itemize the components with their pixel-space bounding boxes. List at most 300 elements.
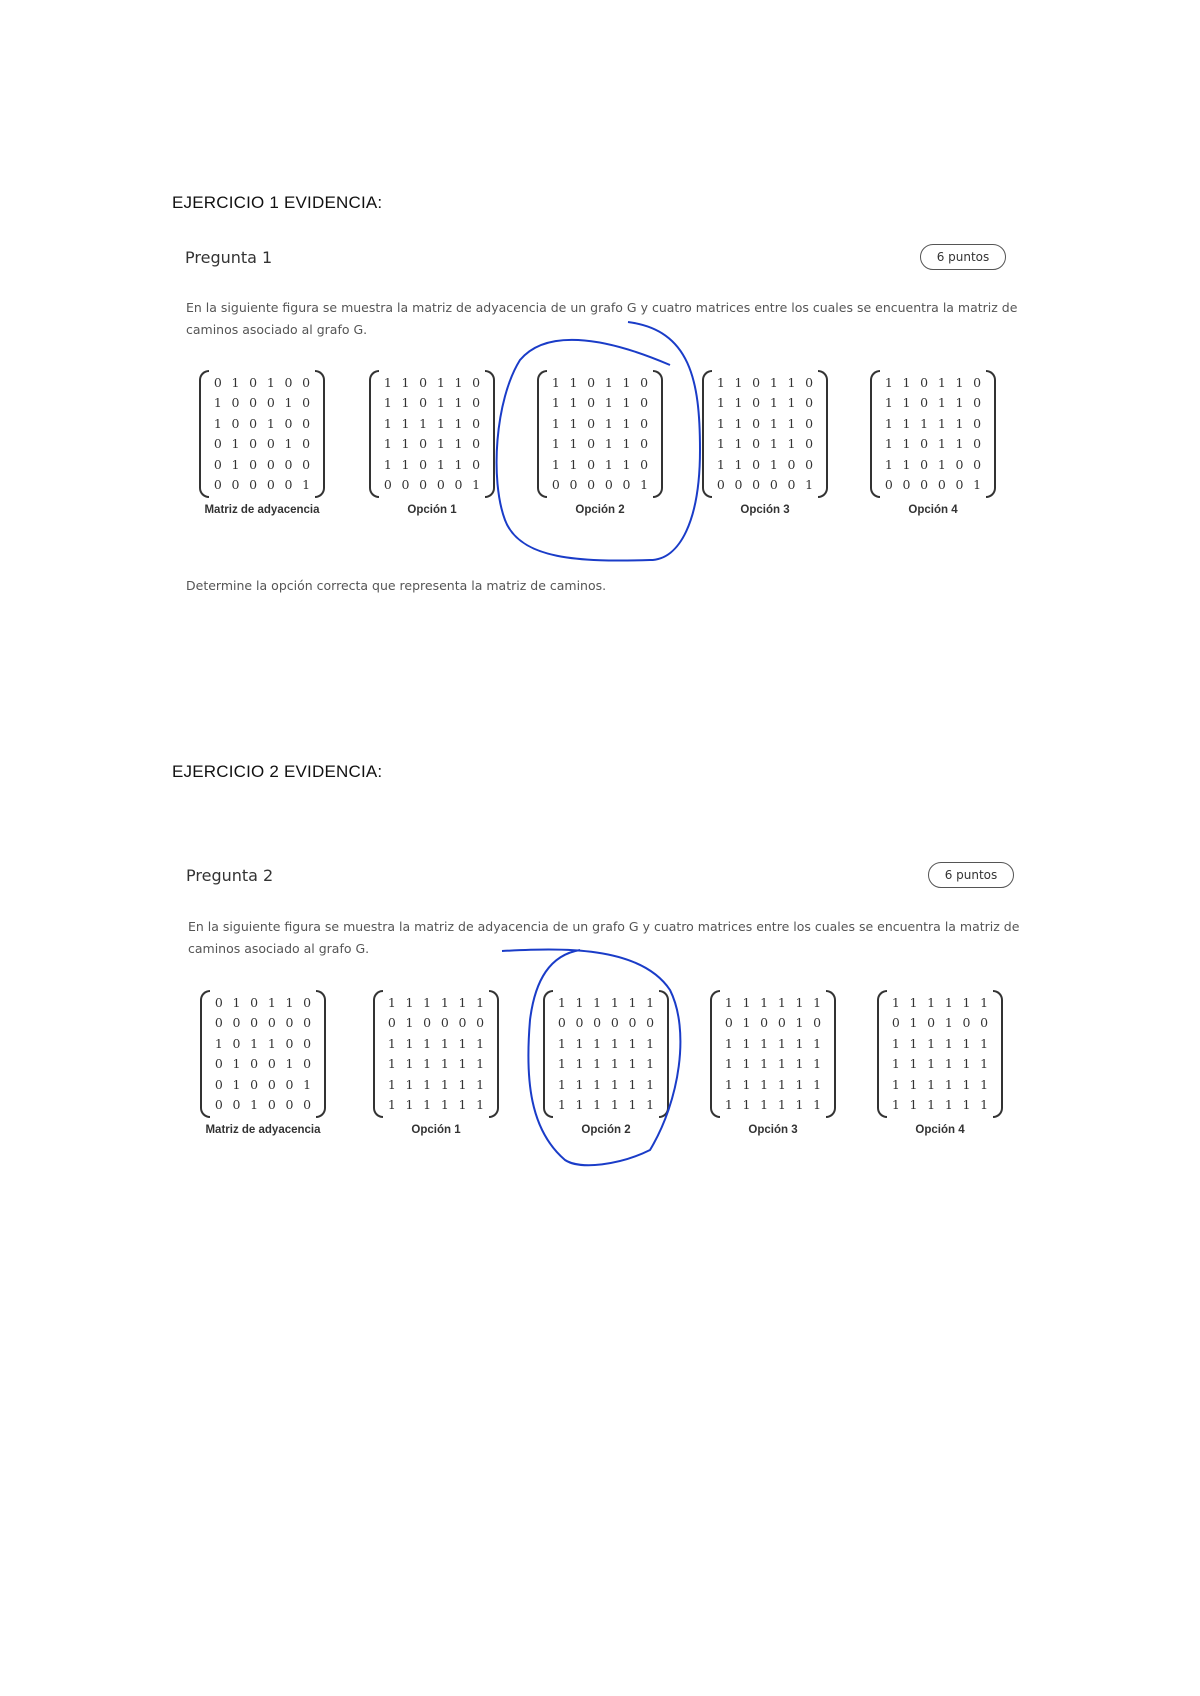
right-bracket: [315, 370, 325, 498]
matrix-cell: 0: [436, 477, 445, 493]
matrix-cell: 0: [214, 1076, 223, 1092]
matrix-cell: 0: [787, 477, 796, 493]
matrix-cell: 1: [628, 1076, 637, 1092]
matrix-cell: 1: [769, 374, 778, 390]
matrix-cell: 0: [285, 1097, 294, 1113]
adjacency-matrix-label: Matriz de adyacencia: [205, 1124, 321, 1136]
matrix-cell: 1: [760, 1056, 769, 1072]
matrix-cell: 1: [610, 1076, 619, 1092]
option-1-matrix-brackets: [373, 990, 499, 1118]
matrix-cell: 1: [769, 436, 778, 452]
question-1-points-badge: 6 puntos: [920, 244, 1006, 270]
matrix-cell: 1: [769, 456, 778, 472]
right-bracket: [818, 370, 828, 498]
matrix-cell: 0: [593, 1015, 602, 1031]
left-bracket: [877, 990, 887, 1118]
matrix-row: [720, 1074, 826, 1095]
matrix-cell: 1: [436, 374, 445, 390]
matrix-cell: 1: [724, 1097, 733, 1113]
matrix-cell: 1: [724, 1076, 733, 1092]
matrix-cell: 1: [927, 1076, 936, 1092]
matrix-cell: 1: [980, 1076, 989, 1092]
matrix-cell: 1: [267, 1035, 276, 1051]
matrix-cell: 1: [955, 415, 964, 431]
question-1-prompt-line-1: En la siguiente figura se muestra la matriz de adyacencia de un grafo G y cuatro matrices entre los cuales se encuentra la matriz de: [186, 300, 1018, 315]
matrix-cell: 1: [575, 1097, 584, 1113]
adjacency-matrix-brackets: [199, 370, 325, 498]
matrix-cell: 1: [646, 1097, 655, 1113]
matrix-cell: 1: [813, 1076, 822, 1092]
matrix-cell: 0: [752, 477, 761, 493]
matrix-cell: 1: [795, 1015, 804, 1031]
matrix-cell: 1: [575, 1035, 584, 1051]
matrix-cell: 0: [454, 477, 463, 493]
matrix-cell: 1: [760, 1035, 769, 1051]
matrix-cell: 0: [440, 1015, 449, 1031]
matrix-cell: 0: [266, 436, 275, 452]
matrix-cell: 0: [249, 415, 258, 431]
matrix-cell: 1: [742, 1015, 751, 1031]
adjacency-matrix-brackets: [200, 990, 326, 1118]
matrix-cell: 1: [787, 415, 796, 431]
matrix-row: [887, 992, 993, 1013]
matrix-cell: 1: [944, 1056, 953, 1072]
adjacency-matrix-label: Matriz de adyacencia: [204, 504, 320, 516]
option-3-matrix-label: Opción 3: [740, 504, 790, 516]
matrix-cell: 1: [383, 415, 392, 431]
left-bracket: [373, 990, 383, 1118]
matrix-cell: 1: [944, 1015, 953, 1031]
matrix-cell: 1: [454, 395, 463, 411]
matrix-cell: 1: [383, 395, 392, 411]
matrix-row: [210, 1013, 316, 1034]
matrix-cell: 1: [795, 994, 804, 1010]
matrix-cell: 0: [962, 1015, 971, 1031]
matrix-cell: 0: [973, 436, 982, 452]
matrix-row: [887, 1095, 993, 1116]
matrix-row: [210, 1095, 316, 1116]
matrix-cell: 1: [436, 456, 445, 472]
matrix-cell: 0: [267, 1076, 276, 1092]
matrix-cell: 1: [734, 436, 743, 452]
matrix-cell: 1: [610, 994, 619, 1010]
matrix-cell: 0: [387, 1015, 396, 1031]
matrix-cell: 1: [734, 415, 743, 431]
option-2-matrix-label: Opción 2: [575, 504, 625, 516]
matrix-cell: 1: [383, 456, 392, 472]
matrix-cell: 0: [752, 456, 761, 472]
matrix-cell: 1: [891, 1097, 900, 1113]
left-bracket: [537, 370, 547, 498]
matrix-cell: 1: [231, 456, 240, 472]
option-2-matrix-grid: [547, 372, 653, 495]
matrix-row: [553, 1054, 659, 1075]
matrix-cell: 1: [891, 994, 900, 1010]
matrix-row: [712, 434, 818, 455]
matrix-cell: 0: [213, 374, 222, 390]
matrix-cell: 1: [213, 395, 222, 411]
matrix-row: [210, 1033, 316, 1054]
matrix-cell: 1: [937, 415, 946, 431]
adjacency-matrix: [197, 370, 327, 516]
matrix-cell: 1: [891, 1056, 900, 1072]
matrix-cell: 0: [285, 1035, 294, 1051]
matrix-cell: 0: [610, 1015, 619, 1031]
matrix-cell: 1: [937, 374, 946, 390]
matrix-cell: 0: [646, 1015, 655, 1031]
matrix-cell: 1: [777, 1076, 786, 1092]
option-1-matrix: [371, 990, 501, 1136]
matrix-cell: 0: [232, 1015, 241, 1031]
matrix-cell: 1: [214, 1035, 223, 1051]
matrix-cell: 1: [622, 415, 631, 431]
matrix-cell: 0: [787, 456, 796, 472]
matrix-cell: 0: [383, 477, 392, 493]
matrix-cell: 1: [401, 415, 410, 431]
option-2-matrix-grid: [553, 992, 659, 1115]
option-3-matrix-brackets: [702, 370, 828, 498]
matrix-cell: 0: [249, 374, 258, 390]
left-bracket: [369, 370, 379, 498]
question-2-title: Pregunta 2: [186, 866, 274, 885]
matrix-cell: 0: [284, 477, 293, 493]
matrix-cell: 1: [909, 1035, 918, 1051]
matrix-cell: 1: [557, 994, 566, 1010]
matrix-cell: 1: [419, 415, 428, 431]
matrix-cell: 1: [628, 1035, 637, 1051]
matrix-cell: 1: [980, 1056, 989, 1072]
matrix-cell: 1: [760, 994, 769, 1010]
matrix-cell: 1: [944, 994, 953, 1010]
matrix-cell: 0: [266, 395, 275, 411]
matrix-cell: 1: [569, 415, 578, 431]
matrix-row: [720, 1095, 826, 1116]
matrix-row: [880, 454, 986, 475]
matrix-cell: 1: [622, 374, 631, 390]
matrix-cell: 1: [760, 1076, 769, 1092]
matrix-cell: 1: [604, 415, 613, 431]
matrix-cell: 0: [302, 374, 311, 390]
option-1-matrix-grid: [383, 992, 489, 1115]
matrix-cell: 1: [423, 1076, 432, 1092]
matrix-cell: 1: [423, 1035, 432, 1051]
option-4-matrix: [868, 370, 998, 516]
matrix-cell: 1: [593, 1056, 602, 1072]
matrix-row: [379, 475, 485, 496]
matrix-cell: 1: [884, 415, 893, 431]
matrix-cell: 0: [973, 374, 982, 390]
matrix-cell: 0: [980, 1015, 989, 1031]
matrix-row: [547, 393, 653, 414]
exercise-1-heading: EJERCICIO 1 EVIDENCIA:: [172, 193, 383, 212]
matrix-row: [880, 413, 986, 434]
matrix-cell: 0: [303, 1097, 312, 1113]
matrix-cell: 1: [628, 1097, 637, 1113]
right-bracket: [986, 370, 996, 498]
matrix-cell: 0: [249, 395, 258, 411]
matrix-cell: 1: [787, 395, 796, 411]
matrix-cell: 1: [454, 456, 463, 472]
matrix-cell: 1: [440, 1076, 449, 1092]
matrix-cell: 1: [423, 1097, 432, 1113]
matrix-cell: 0: [458, 1015, 467, 1031]
option-4-matrix-label: Opción 4: [908, 504, 958, 516]
matrix-cell: 1: [405, 1035, 414, 1051]
matrix-cell: 0: [569, 477, 578, 493]
matrix-cell: 1: [436, 415, 445, 431]
matrix-cell: 1: [569, 436, 578, 452]
matrix-cell: 1: [303, 1076, 312, 1092]
matrix-cell: 1: [231, 436, 240, 452]
matrix-cell: 0: [640, 436, 649, 452]
matrix-cell: 0: [587, 415, 596, 431]
option-3-matrix-grid: [712, 372, 818, 495]
matrix-cell: 1: [646, 1035, 655, 1051]
matrix-row: [712, 454, 818, 475]
matrix-cell: 1: [458, 1097, 467, 1113]
matrix-cell: 1: [891, 1076, 900, 1092]
matrix-cell: 1: [787, 436, 796, 452]
matrix-cell: 0: [214, 1056, 223, 1072]
matrix-cell: 1: [401, 395, 410, 411]
question-2-points-badge: 6 puntos: [928, 862, 1014, 888]
matrix-cell: 1: [557, 1035, 566, 1051]
matrix-cell: 0: [214, 994, 223, 1010]
matrix-cell: 1: [760, 1097, 769, 1113]
option-2-matrix-brackets: [537, 370, 663, 498]
matrix-cell: 1: [610, 1097, 619, 1113]
matrix-cell: 0: [902, 477, 911, 493]
matrix-cell: 0: [640, 456, 649, 472]
matrix-cell: 1: [266, 374, 275, 390]
matrix-cell: 0: [284, 415, 293, 431]
matrix-cell: 1: [266, 415, 275, 431]
matrix-cell: 0: [419, 477, 428, 493]
matrix-cell: 1: [285, 994, 294, 1010]
matrix-cell: 0: [884, 477, 893, 493]
matrix-cell: 1: [551, 374, 560, 390]
matrix-cell: 1: [769, 415, 778, 431]
option-4-matrix-brackets: [877, 990, 1003, 1118]
matrix-cell: 0: [302, 436, 311, 452]
option-3-matrix: [708, 990, 838, 1136]
matrix-row: [379, 413, 485, 434]
matrix-cell: 1: [813, 1056, 822, 1072]
matrix-cell: 1: [724, 1035, 733, 1051]
matrix-cell: 0: [214, 1015, 223, 1031]
matrix-row: [209, 372, 315, 393]
matrix-row: [553, 992, 659, 1013]
matrix-cell: 1: [742, 1097, 751, 1113]
matrix-cell: 1: [383, 374, 392, 390]
matrix-cell: 1: [962, 1097, 971, 1113]
matrix-cell: 1: [777, 1056, 786, 1072]
matrix-cell: 0: [231, 395, 240, 411]
matrix-cell: 0: [476, 1015, 485, 1031]
matrix-row: [880, 475, 986, 496]
left-bracket: [710, 990, 720, 1118]
question-1-title: Pregunta 1: [185, 248, 273, 267]
option-1-matrix-label: Opción 1: [407, 504, 457, 516]
matrix-cell: 1: [909, 1015, 918, 1031]
matrix-cell: 1: [927, 994, 936, 1010]
matrix-cell: 1: [962, 994, 971, 1010]
matrix-row: [379, 393, 485, 414]
matrix-cell: 1: [962, 1076, 971, 1092]
matrix-cell: 0: [249, 456, 258, 472]
matrix-cell: 1: [458, 1035, 467, 1051]
matrix-cell: 1: [742, 1035, 751, 1051]
matrix-cell: 1: [575, 1056, 584, 1072]
option-3-matrix-grid: [720, 992, 826, 1115]
matrix-row: [547, 372, 653, 393]
matrix-cell: 1: [805, 477, 814, 493]
left-bracket: [702, 370, 712, 498]
adjacency-matrix: [198, 990, 328, 1136]
matrix-cell: 0: [285, 1015, 294, 1031]
matrix-cell: 0: [805, 415, 814, 431]
matrix-cell: 1: [401, 374, 410, 390]
matrix-cell: 0: [955, 456, 964, 472]
matrix-row: [720, 1054, 826, 1075]
matrix-cell: 0: [551, 477, 560, 493]
matrix-cell: 0: [266, 477, 275, 493]
matrix-row: [547, 454, 653, 475]
matrix-cell: 1: [387, 1035, 396, 1051]
matrix-cell: 0: [640, 395, 649, 411]
matrix-cell: 1: [902, 456, 911, 472]
matrix-cell: 0: [752, 374, 761, 390]
matrix-cell: 0: [302, 395, 311, 411]
matrix-row: [210, 1054, 316, 1075]
option-2-matrix-brackets: [543, 990, 669, 1118]
matrix-cell: 0: [213, 436, 222, 452]
matrix-cell: 1: [962, 1035, 971, 1051]
matrix-cell: 1: [551, 395, 560, 411]
exercise-2-heading: EJERCICIO 2 EVIDENCIA:: [172, 762, 383, 781]
matrix-cell: 0: [232, 1035, 241, 1051]
matrix-cell: 1: [575, 994, 584, 1010]
matrix-cell: 1: [405, 994, 414, 1010]
left-bracket: [870, 370, 880, 498]
question-1-instruction: Determine la opción correcta que representa la matriz de caminos.: [186, 578, 607, 593]
matrix-cell: 1: [884, 436, 893, 452]
matrix-cell: 1: [284, 395, 293, 411]
option-3-matrix: [700, 370, 830, 516]
matrix-cell: 0: [472, 395, 481, 411]
question-2-prompt-line-2: caminos asociado al grafo G.: [188, 941, 370, 956]
matrix-cell: 1: [628, 1056, 637, 1072]
matrix-cell: 1: [401, 436, 410, 452]
matrix-cell: 1: [454, 415, 463, 431]
matrix-cell: 1: [551, 415, 560, 431]
matrix-cell: 1: [458, 1056, 467, 1072]
matrix-cell: 1: [787, 374, 796, 390]
matrix-row: [547, 434, 653, 455]
matrix-cell: 1: [232, 994, 241, 1010]
option-4-matrix-grid: [880, 372, 986, 495]
matrix-cell: 0: [716, 477, 725, 493]
matrix-cell: 1: [724, 994, 733, 1010]
matrix-cell: 1: [476, 1056, 485, 1072]
matrix-row: [379, 434, 485, 455]
matrix-row: [553, 1074, 659, 1095]
matrix-cell: 1: [604, 374, 613, 390]
matrix-cell: 0: [805, 374, 814, 390]
right-bracket: [993, 990, 1003, 1118]
option-3-matrix-brackets: [710, 990, 836, 1118]
matrix-cell: 1: [795, 1056, 804, 1072]
matrix-cell: 1: [920, 415, 929, 431]
matrix-cell: 0: [213, 477, 222, 493]
matrix-cell: 1: [476, 1076, 485, 1092]
matrix-cell: 1: [640, 477, 649, 493]
matrix-cell: 1: [734, 395, 743, 411]
matrix-cell: 0: [249, 436, 258, 452]
matrix-cell: 0: [250, 1015, 259, 1031]
matrix-cell: 1: [458, 1076, 467, 1092]
matrix-cell: 1: [734, 456, 743, 472]
matrix-cell: 1: [622, 456, 631, 472]
matrix-cell: 0: [303, 1056, 312, 1072]
matrix-row: [209, 434, 315, 455]
matrix-cell: 1: [813, 994, 822, 1010]
matrix-cell: 1: [777, 1097, 786, 1113]
matrix-cell: 1: [955, 395, 964, 411]
matrix-cell: 1: [716, 456, 725, 472]
matrix-cell: 0: [769, 477, 778, 493]
matrix-cell: 1: [383, 436, 392, 452]
matrix-cell: 0: [805, 456, 814, 472]
matrix-cell: 1: [436, 436, 445, 452]
matrix-row: [383, 1054, 489, 1075]
matrix-cell: 0: [777, 1015, 786, 1031]
matrix-cell: 1: [213, 415, 222, 431]
matrix-cell: 0: [937, 477, 946, 493]
matrix-cell: 1: [557, 1056, 566, 1072]
matrix-cell: 0: [927, 1015, 936, 1031]
matrix-cell: 0: [973, 456, 982, 472]
matrix-cell: 1: [884, 395, 893, 411]
matrix-cell: 1: [955, 374, 964, 390]
matrix-cell: 0: [813, 1015, 822, 1031]
matrix-cell: 1: [973, 477, 982, 493]
matrix-cell: 0: [267, 1015, 276, 1031]
matrix-cell: 0: [752, 415, 761, 431]
matrix-cell: 0: [622, 477, 631, 493]
matrix-cell: 0: [284, 456, 293, 472]
matrix-row: [887, 1074, 993, 1095]
question-1-prompt-line-2: caminos asociado al grafo G.: [186, 322, 368, 337]
matrix-cell: 1: [405, 1076, 414, 1092]
matrix-cell: 0: [920, 436, 929, 452]
matrix-cell: 0: [267, 1056, 276, 1072]
matrix-cell: 1: [927, 1097, 936, 1113]
matrix-cell: 1: [604, 456, 613, 472]
matrix-row: [209, 393, 315, 414]
matrix-cell: 1: [440, 1097, 449, 1113]
matrix-cell: 1: [777, 1035, 786, 1051]
matrix-row: [379, 454, 485, 475]
matrix-row: [383, 992, 489, 1013]
matrix-row: [210, 1074, 316, 1095]
matrix-cell: 1: [742, 1076, 751, 1092]
question-2-prompt: [188, 916, 1018, 960]
matrix-cell: 1: [891, 1035, 900, 1051]
matrix-row: [712, 372, 818, 393]
matrix-cell: 1: [454, 374, 463, 390]
option-2-matrix-label: Opción 2: [581, 1124, 631, 1136]
